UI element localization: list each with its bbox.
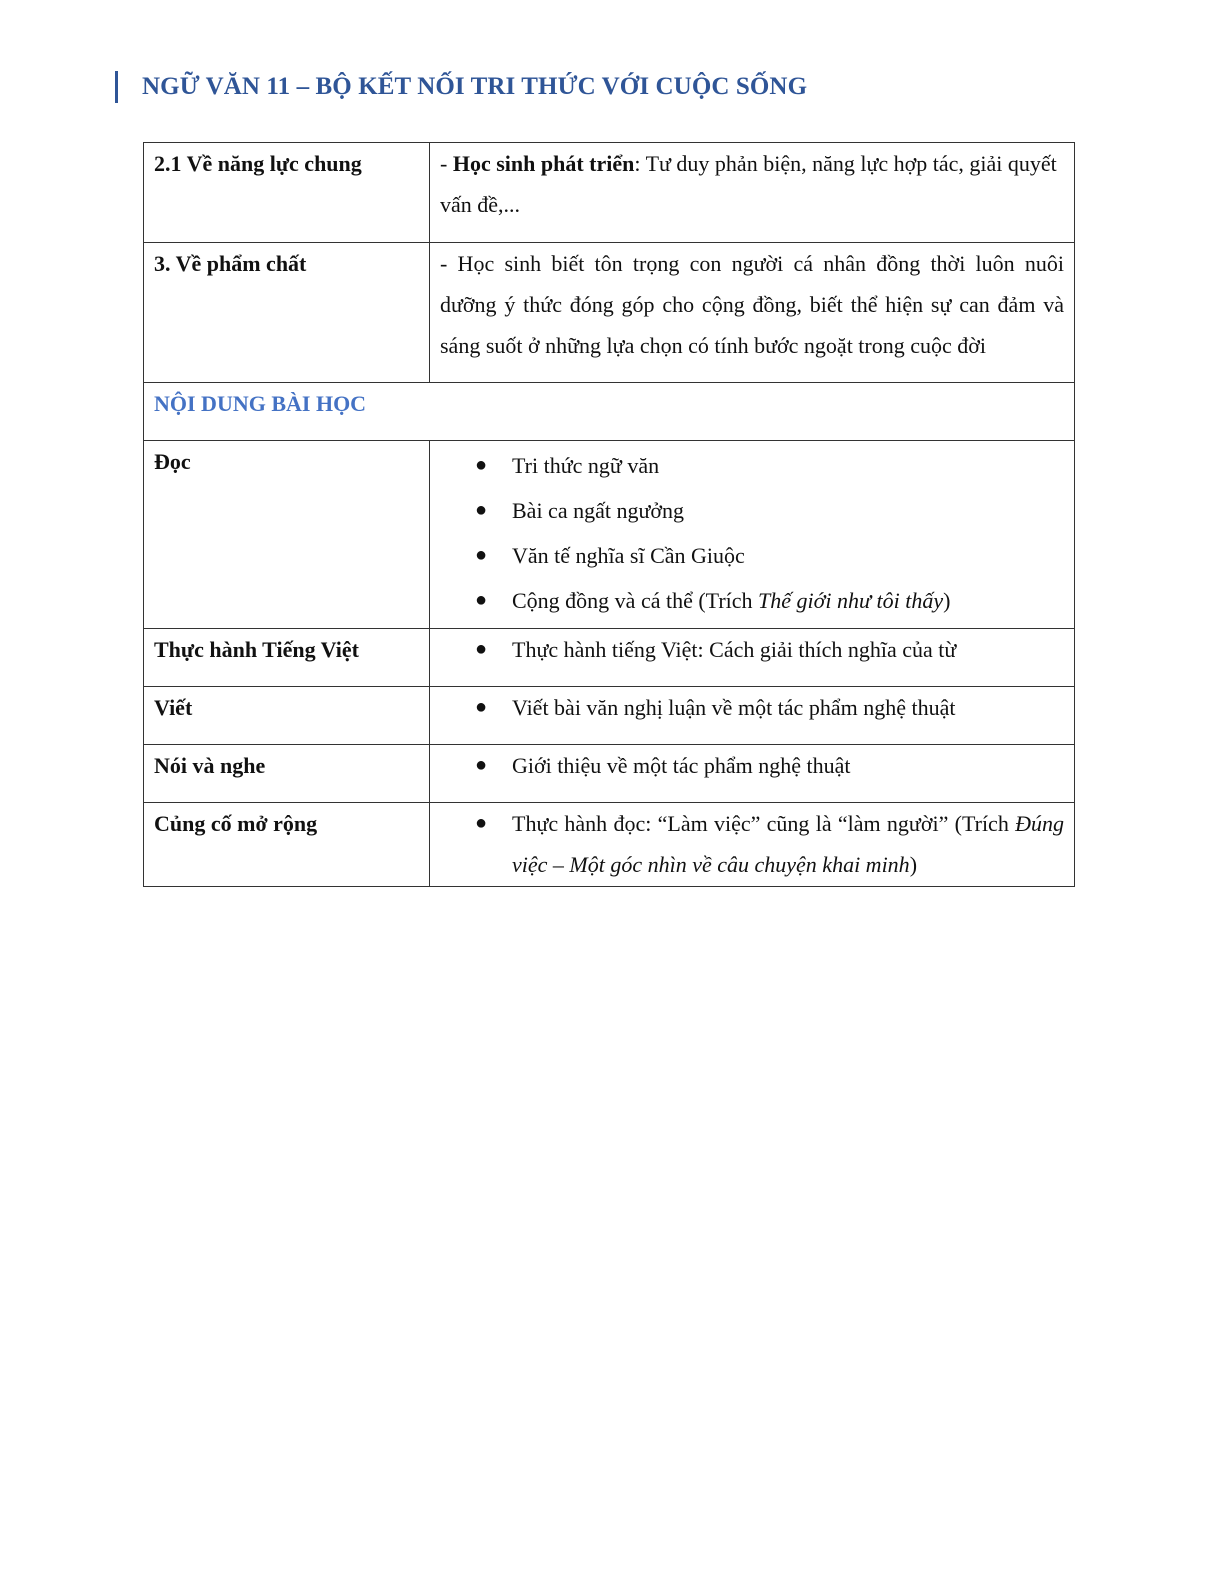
row-label: Viết bbox=[144, 687, 430, 745]
bullet-icon: ● bbox=[475, 754, 488, 776]
list-item-text: Cộng đồng và cá thể (Trích bbox=[512, 588, 759, 613]
row-content bbox=[430, 441, 1075, 629]
extension-list bbox=[440, 803, 1064, 885]
row-label: 2.1 Về năng lực chung bbox=[144, 143, 430, 243]
bullet-icon: ● bbox=[475, 696, 488, 718]
section-heading: NỘI DUNG BÀI HỌC bbox=[144, 383, 1075, 441]
list-item bbox=[475, 745, 1064, 786]
speaking-list bbox=[440, 745, 1064, 786]
row-label: Củng cố mở rộng bbox=[144, 803, 430, 887]
content-text: : Tư duy phản biện, năng lực hợp tác, giải quyết vấn đề,... bbox=[440, 151, 1057, 217]
book-title: Đúng việc – Một góc nhìn về câu chuyện khai minh bbox=[512, 811, 1064, 877]
row-label: Đọc bbox=[144, 441, 430, 629]
book-title: Thế giới như tôi thấy bbox=[758, 588, 944, 613]
bullet-icon: ● bbox=[475, 544, 488, 566]
row-content: - Học sinh biết tôn trọng con người cá nhân đồng thời luôn nuôi dưỡng ý thức đóng góp cho cộng đồng, biết thể hiện sự can đảm và sáng suốt ở những lựa chọn có tính bước ngoặt trong cuộc đời bbox=[430, 243, 1075, 383]
lesson-plan-table bbox=[143, 142, 1075, 887]
row-label: 3. Về phẩm chất bbox=[144, 243, 430, 383]
reading-list bbox=[440, 443, 1064, 623]
bullet-icon: ● bbox=[475, 499, 488, 521]
list-item-text: Tri thức ngữ văn bbox=[512, 453, 660, 478]
row-content bbox=[430, 803, 1075, 887]
practice-list bbox=[440, 629, 1064, 670]
list-item bbox=[475, 443, 1064, 488]
row-content bbox=[430, 143, 1075, 243]
list-item-text: ) bbox=[909, 852, 918, 877]
table-row bbox=[144, 441, 1075, 629]
dash: - bbox=[440, 151, 453, 176]
bullet-icon: ● bbox=[475, 454, 488, 476]
list-item-text: Viết bài văn nghị luận về một tác phẩm nghệ thuật bbox=[512, 695, 956, 720]
row-content bbox=[430, 745, 1075, 803]
row-label: Nói và nghe bbox=[144, 745, 430, 803]
row-label: Thực hành Tiếng Việt bbox=[144, 629, 430, 687]
row-content bbox=[430, 687, 1075, 745]
header-accent-bar bbox=[115, 71, 118, 103]
list-item-text: Bài ca ngất ngưởng bbox=[512, 498, 685, 523]
bold-phrase: Học sinh phát triển bbox=[452, 151, 635, 176]
table-row bbox=[144, 687, 1075, 745]
list-item bbox=[475, 803, 1064, 885]
row-content bbox=[430, 629, 1075, 687]
header-title: NGỮ VĂN 11 – BỘ KẾT NỐI TRI THỨC VỚI CUỘC SỐNG bbox=[142, 73, 808, 100]
table-row bbox=[144, 803, 1075, 887]
writing-list bbox=[440, 687, 1064, 728]
table-row bbox=[144, 143, 1075, 243]
table-row bbox=[144, 383, 1075, 441]
list-item bbox=[475, 687, 1064, 728]
table-row bbox=[144, 629, 1075, 687]
list-item-text: Thực hành đọc: “Làm việc” cũng là “làm người” (Trích bbox=[512, 811, 1016, 836]
list-item bbox=[475, 488, 1064, 533]
bullet-icon: ● bbox=[475, 812, 488, 834]
table-row bbox=[144, 745, 1075, 803]
list-item-text: ) bbox=[943, 588, 951, 613]
page-header bbox=[115, 70, 807, 104]
table-row bbox=[144, 243, 1075, 383]
list-item-text: Thực hành tiếng Việt: Cách giải thích nghĩa của từ bbox=[512, 637, 957, 662]
bullet-icon: ● bbox=[475, 589, 488, 611]
list-item-text: Văn tế nghĩa sĩ Cần Giuộc bbox=[512, 543, 745, 568]
bullet-icon: ● bbox=[475, 638, 488, 660]
list-item bbox=[475, 629, 1064, 670]
list-item-text: Giới thiệu về một tác phẩm nghệ thuật bbox=[512, 753, 851, 778]
list-item bbox=[475, 533, 1064, 578]
list-item bbox=[475, 578, 1064, 623]
